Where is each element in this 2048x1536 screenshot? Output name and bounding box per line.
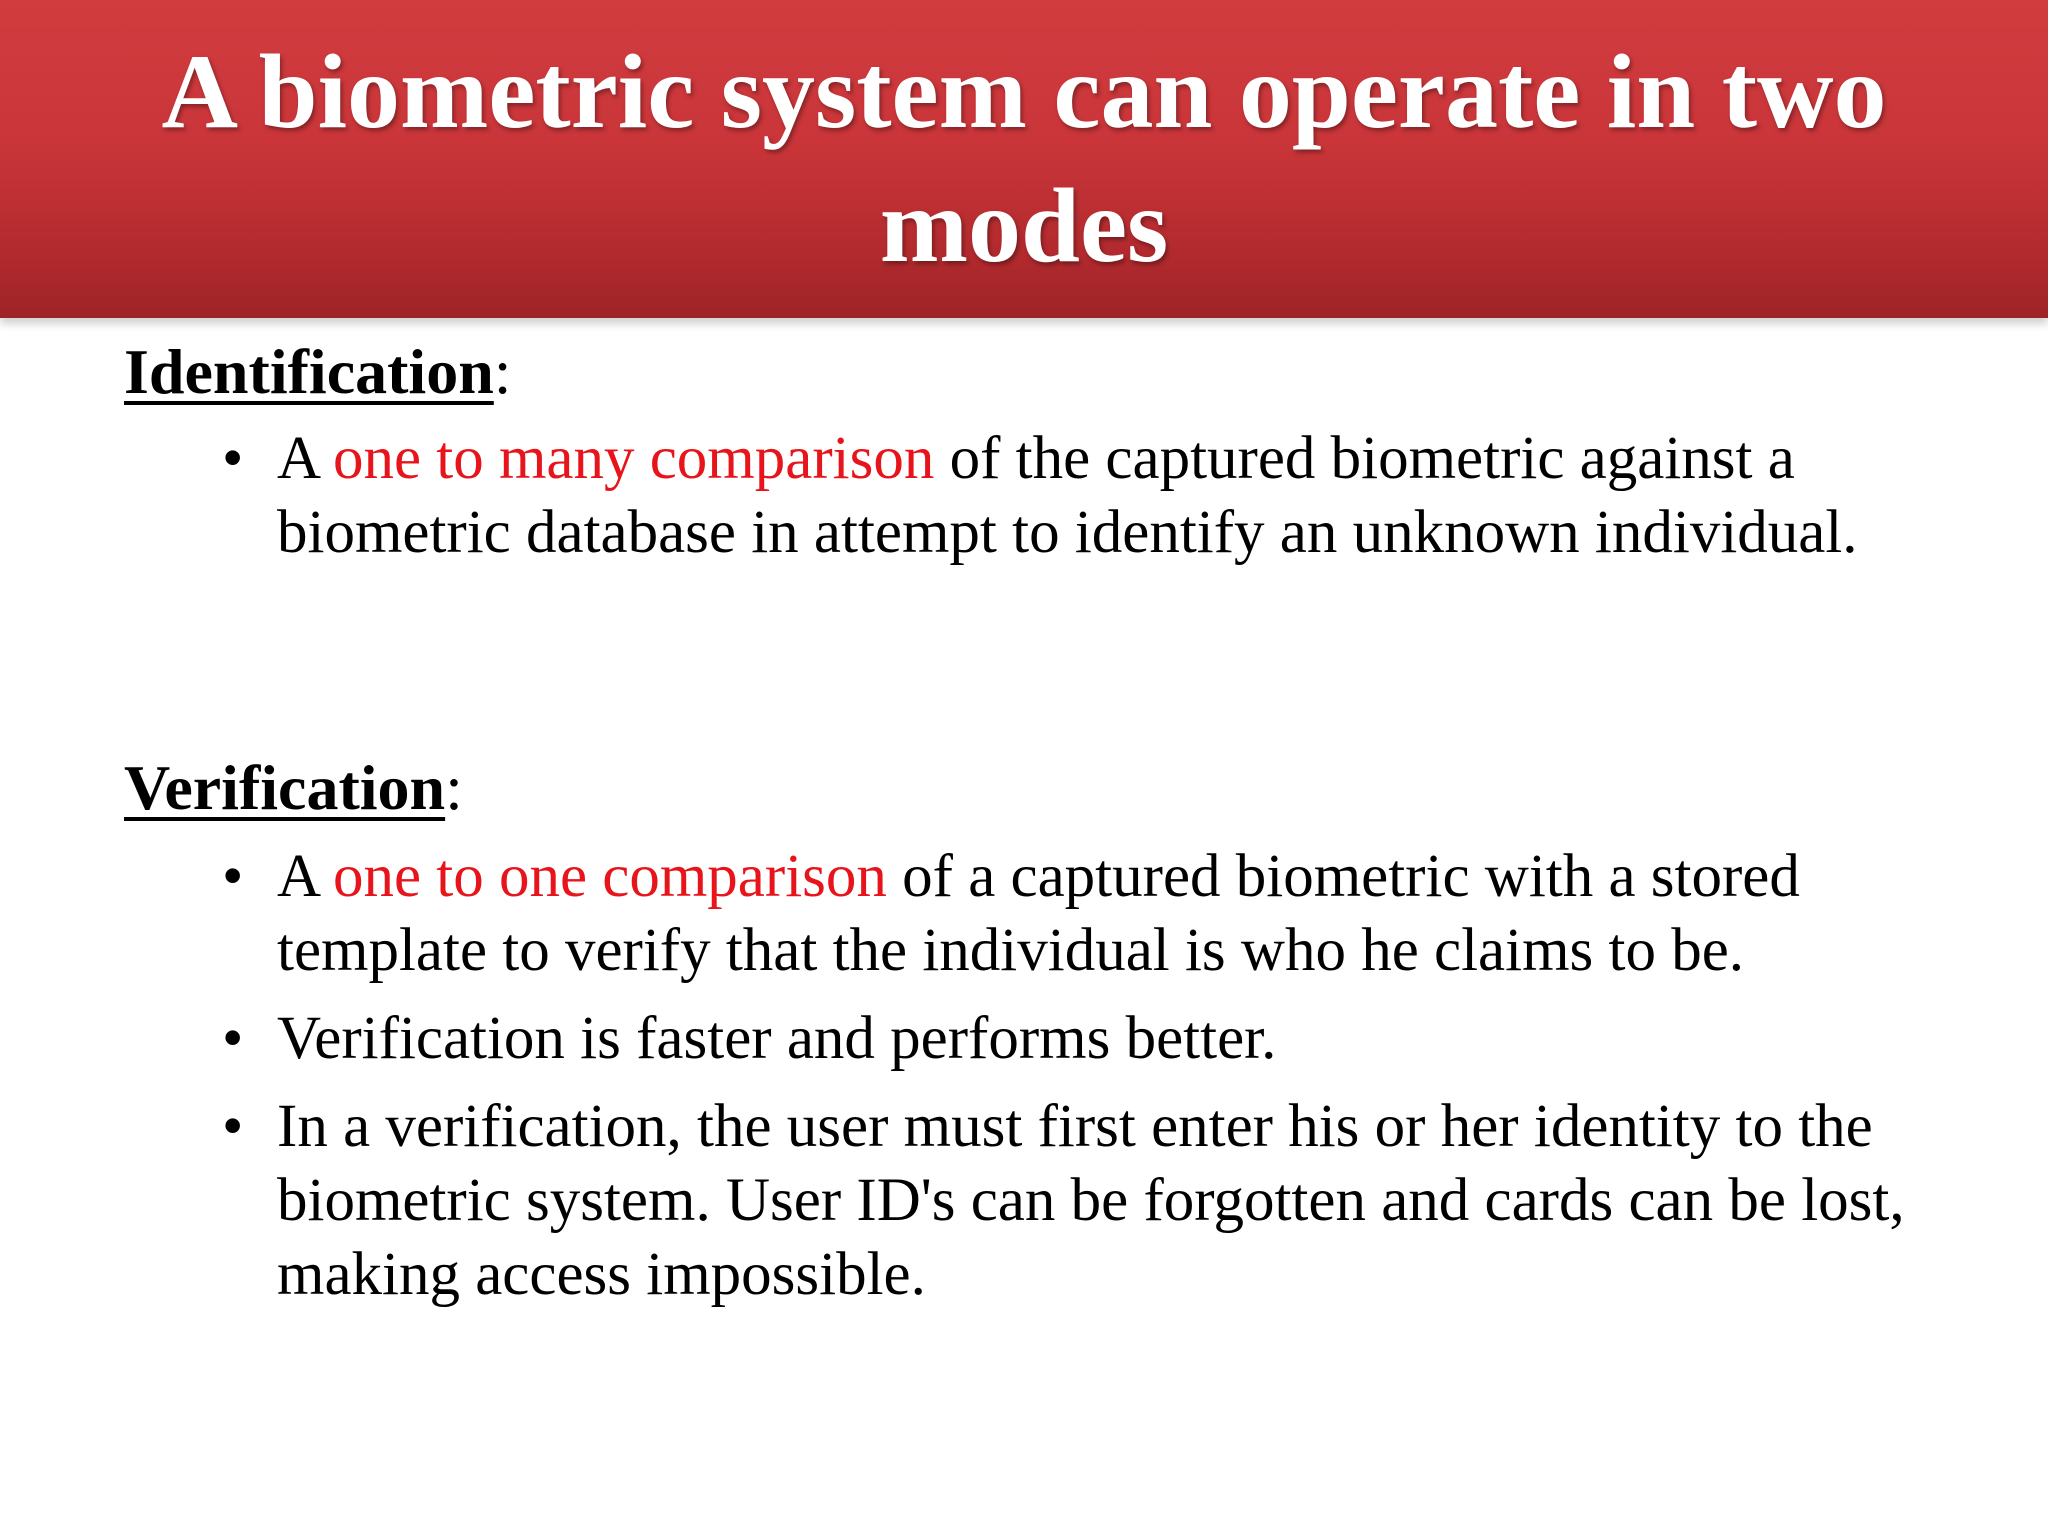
verification-heading-label: Verification	[124, 752, 446, 823]
bullet-icon: •	[222, 843, 244, 910]
bullet-text: In a verification, the user must first enter his or her identity to the biometric system. User ID's can be forgotten and cards can be lost, making access impossible.	[277, 1093, 1905, 1308]
bullet-icon: •	[222, 1093, 244, 1160]
identification-bullet-1	[124, 422, 2004, 570]
identification-heading	[124, 330, 512, 414]
verification-bullet-1	[124, 840, 2004, 988]
verification-bullet-2	[124, 1002, 2004, 1076]
bullet-icon: •	[222, 425, 244, 492]
identification-heading-label: Identification	[124, 336, 494, 407]
identification-section	[124, 330, 512, 414]
bullet-highlight: one to one comparison	[332, 843, 887, 910]
verification-bullet-list	[124, 840, 2004, 1312]
bullet-prefix: A	[277, 843, 333, 910]
slide-title: A biometric system can operate in two modes	[161, 33, 1887, 284]
bullet-icon: •	[222, 1005, 244, 1072]
verification-heading	[124, 746, 463, 830]
title-bar	[0, 0, 2048, 318]
bullet-suffix: of the captured biometric against a biometric database in attempt to identify an unknown individual.	[277, 425, 1858, 566]
identification-heading-colon: :	[493, 336, 512, 407]
bullet-suffix: of a captured biometric with a stored template to verify that the individual is who he claims to be.	[277, 843, 1800, 984]
verification-bullet-3	[124, 1090, 2004, 1312]
bullet-highlight: one to many comparison	[332, 425, 935, 492]
verification-heading-colon: :	[445, 752, 463, 823]
identification-bullet-list	[124, 422, 2004, 570]
bullet-prefix: A	[277, 425, 333, 492]
verification-section	[124, 746, 463, 830]
bullet-text: Verification is faster and performs better.	[277, 1005, 1277, 1072]
